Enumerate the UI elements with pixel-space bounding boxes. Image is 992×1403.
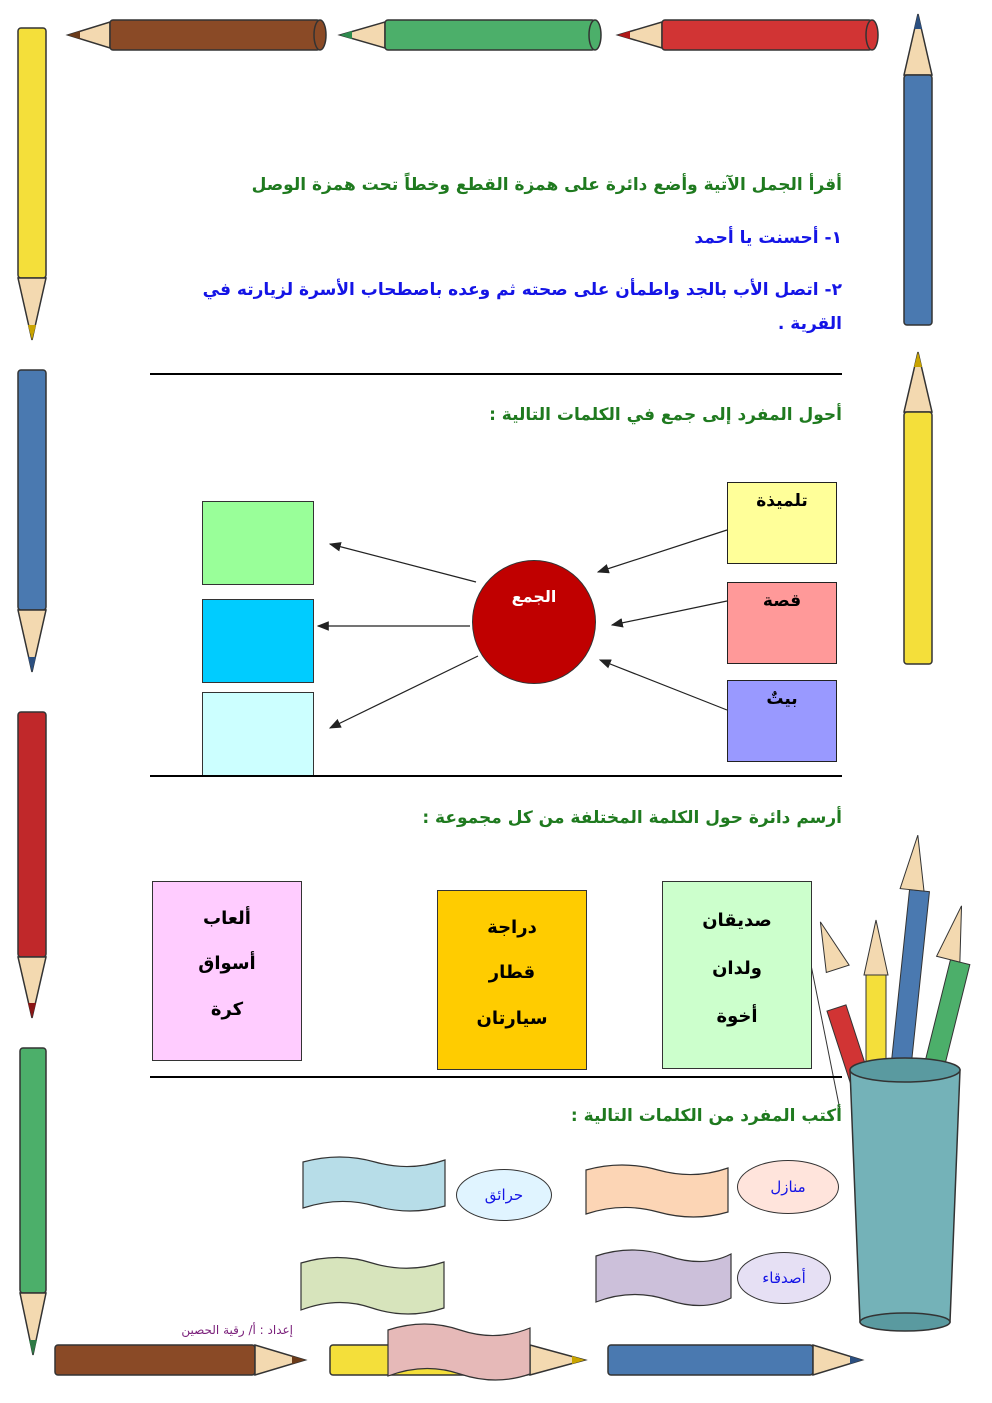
section3-instruction: أرسم دائرة حول الكلمة المختلفة من كل مجموعة : [422,808,842,828]
answer-banner[interactable] [301,1258,444,1315]
group-word[interactable]: قطار [488,962,536,984]
section2-instruction: أحول المفرد إلى جمع في الكلمات التالية : [489,405,842,425]
group-word[interactable]: سيارتان [476,1007,548,1029]
plural-center-label: الجمع [511,587,557,606]
group-word[interactable]: دراجة [487,917,537,939]
answer-banner[interactable] [303,1157,445,1211]
sentence-1: ١- أحسنت يا أحمد [694,228,842,248]
author-credit: إعداد : أ/ رقية الحصين [181,1323,293,1337]
plural-word-ellipse: منازل [737,1160,839,1214]
plural-word-ellipse: أصدقاء [737,1252,831,1304]
group-word[interactable]: أسواق [198,953,256,975]
answer-banner[interactable] [388,1324,530,1380]
group-word[interactable]: ألعاب [203,908,251,930]
answer-banner[interactable] [596,1250,731,1306]
group-word[interactable]: كرة [210,998,244,1020]
group-word[interactable]: أخوة [716,1005,758,1027]
sentence-2-line-2: القرية . [777,314,842,334]
singular-word-box: قصة [727,582,837,664]
answer-banner[interactable] [586,1165,728,1217]
section1-instruction: أقرأ الجمل الآتية وأضع دائرة على همزة القطع وخطاً تحت همزة الوصل [251,175,842,195]
group-word[interactable]: صديقان [702,909,772,931]
plural-word-ellipse: حرائق [456,1169,552,1221]
sentence-2-line-1: ٢- اتصل الأب بالجد واطمأن على صحته ثم وعده باصطحاب الأسرة لزيارته في [202,280,842,300]
singular-word-box: بيتٌ [727,680,837,762]
singular-word-box: تلميذة [727,482,837,564]
group-word[interactable]: ولدان [712,957,762,979]
section4-instruction: أكتب المفرد من الكلمات التالية : [570,1106,842,1126]
